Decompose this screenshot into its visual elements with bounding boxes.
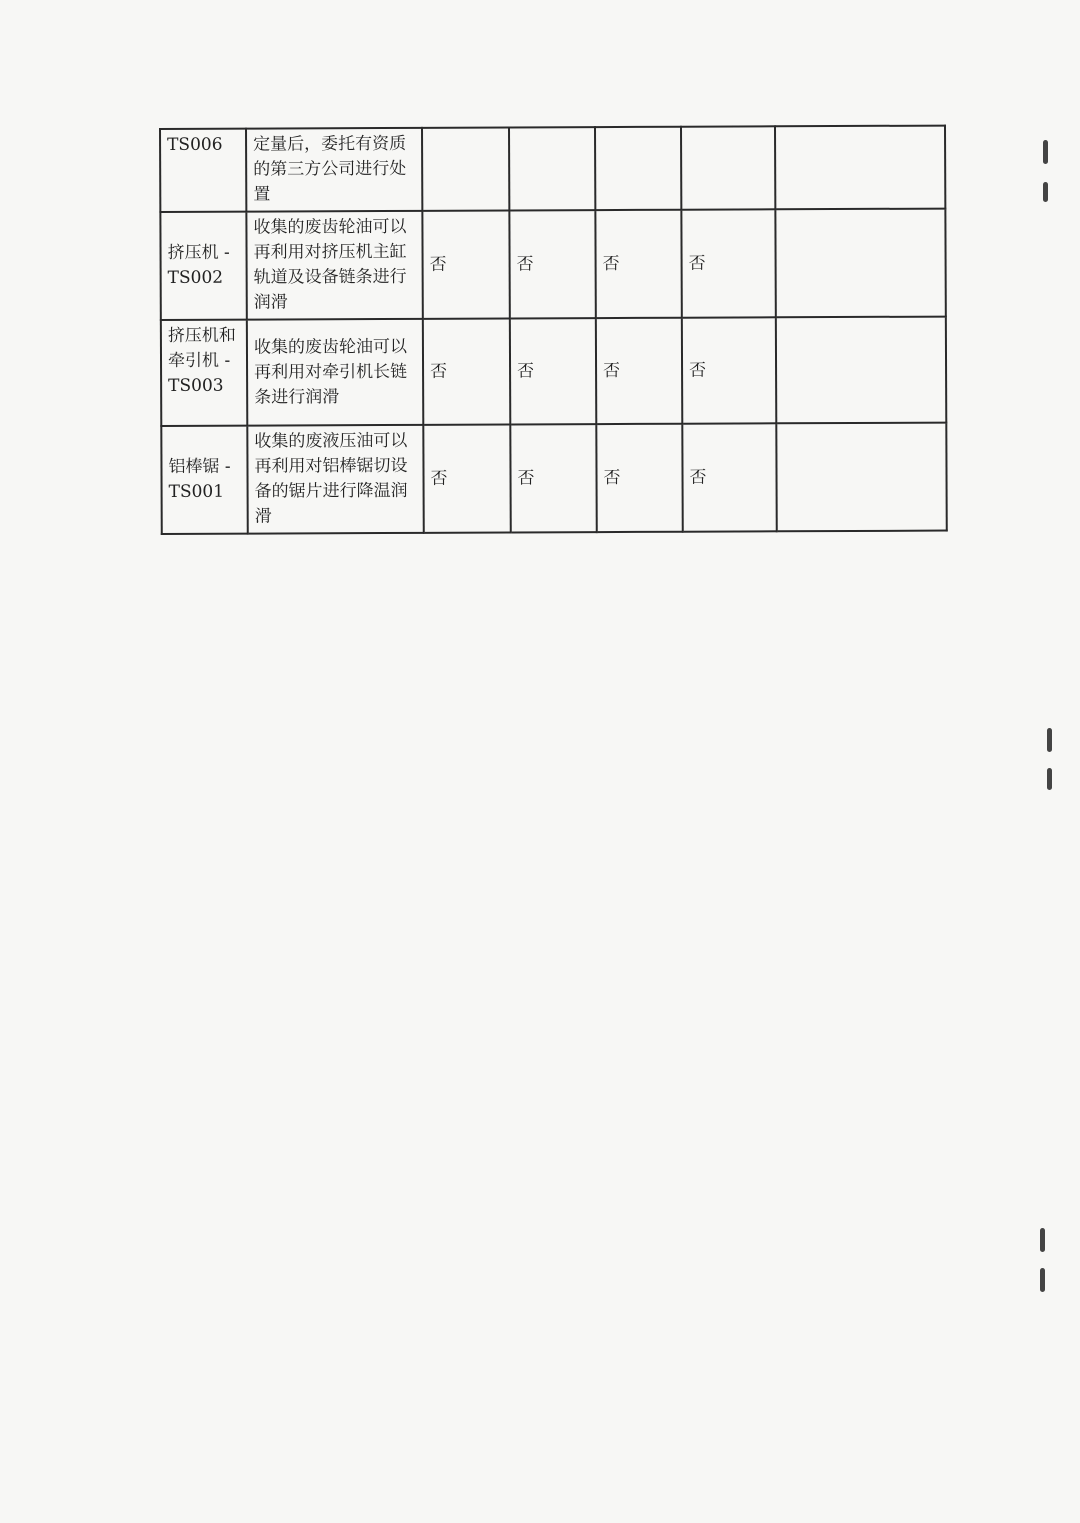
table-row [161,317,946,426]
cell [776,423,946,532]
cell: 否 [596,424,682,532]
cell [681,126,775,209]
cell: 否 [681,209,775,317]
cell: 否 [596,318,682,424]
cell [776,317,946,424]
equipment-cell: TS006 [160,129,246,212]
cell: 否 [509,210,595,318]
equipment-cell: 挤压机和牵引机 - TS003 [161,320,247,426]
cell [595,127,681,210]
cell [422,127,509,210]
binding-hole-mark [1040,1268,1045,1292]
table-row [160,126,945,212]
equipment-cell: 挤压机 - TS002 [160,212,246,320]
binding-hole-mark [1047,728,1052,752]
table-row [160,209,945,320]
description-cell: 收集的废齿轮油可以再利用对挤压机主缸轨道及设备链条进行润滑 [246,211,422,320]
cell: 否 [423,424,510,532]
binding-hole-mark [1043,182,1048,202]
waste-oil-table [159,125,948,535]
cell: 否 [510,318,596,424]
description-cell: 定量后，委托有资质的第三方公司进行处置 [246,128,422,212]
cell: 否 [423,318,510,424]
cell: 否 [682,423,776,531]
cell [509,127,595,210]
cell: 否 [510,424,596,532]
table-row [161,423,946,534]
description-cell: 收集的废液压油可以再利用对铝棒锯切设备的锯片进行降温润滑 [247,425,423,534]
cell: 否 [682,317,776,423]
equipment-cell: 铝棒锯 - TS001 [161,426,247,534]
binding-hole-mark [1047,768,1052,790]
description-cell: 收集的废齿轮油可以再利用对牵引机长链条进行润滑 [247,319,423,426]
cell: 否 [595,210,681,318]
binding-hole-mark [1040,1228,1045,1252]
binding-hole-mark [1043,140,1048,164]
cell [775,209,945,318]
cell: 否 [422,210,509,318]
cell [775,126,945,210]
